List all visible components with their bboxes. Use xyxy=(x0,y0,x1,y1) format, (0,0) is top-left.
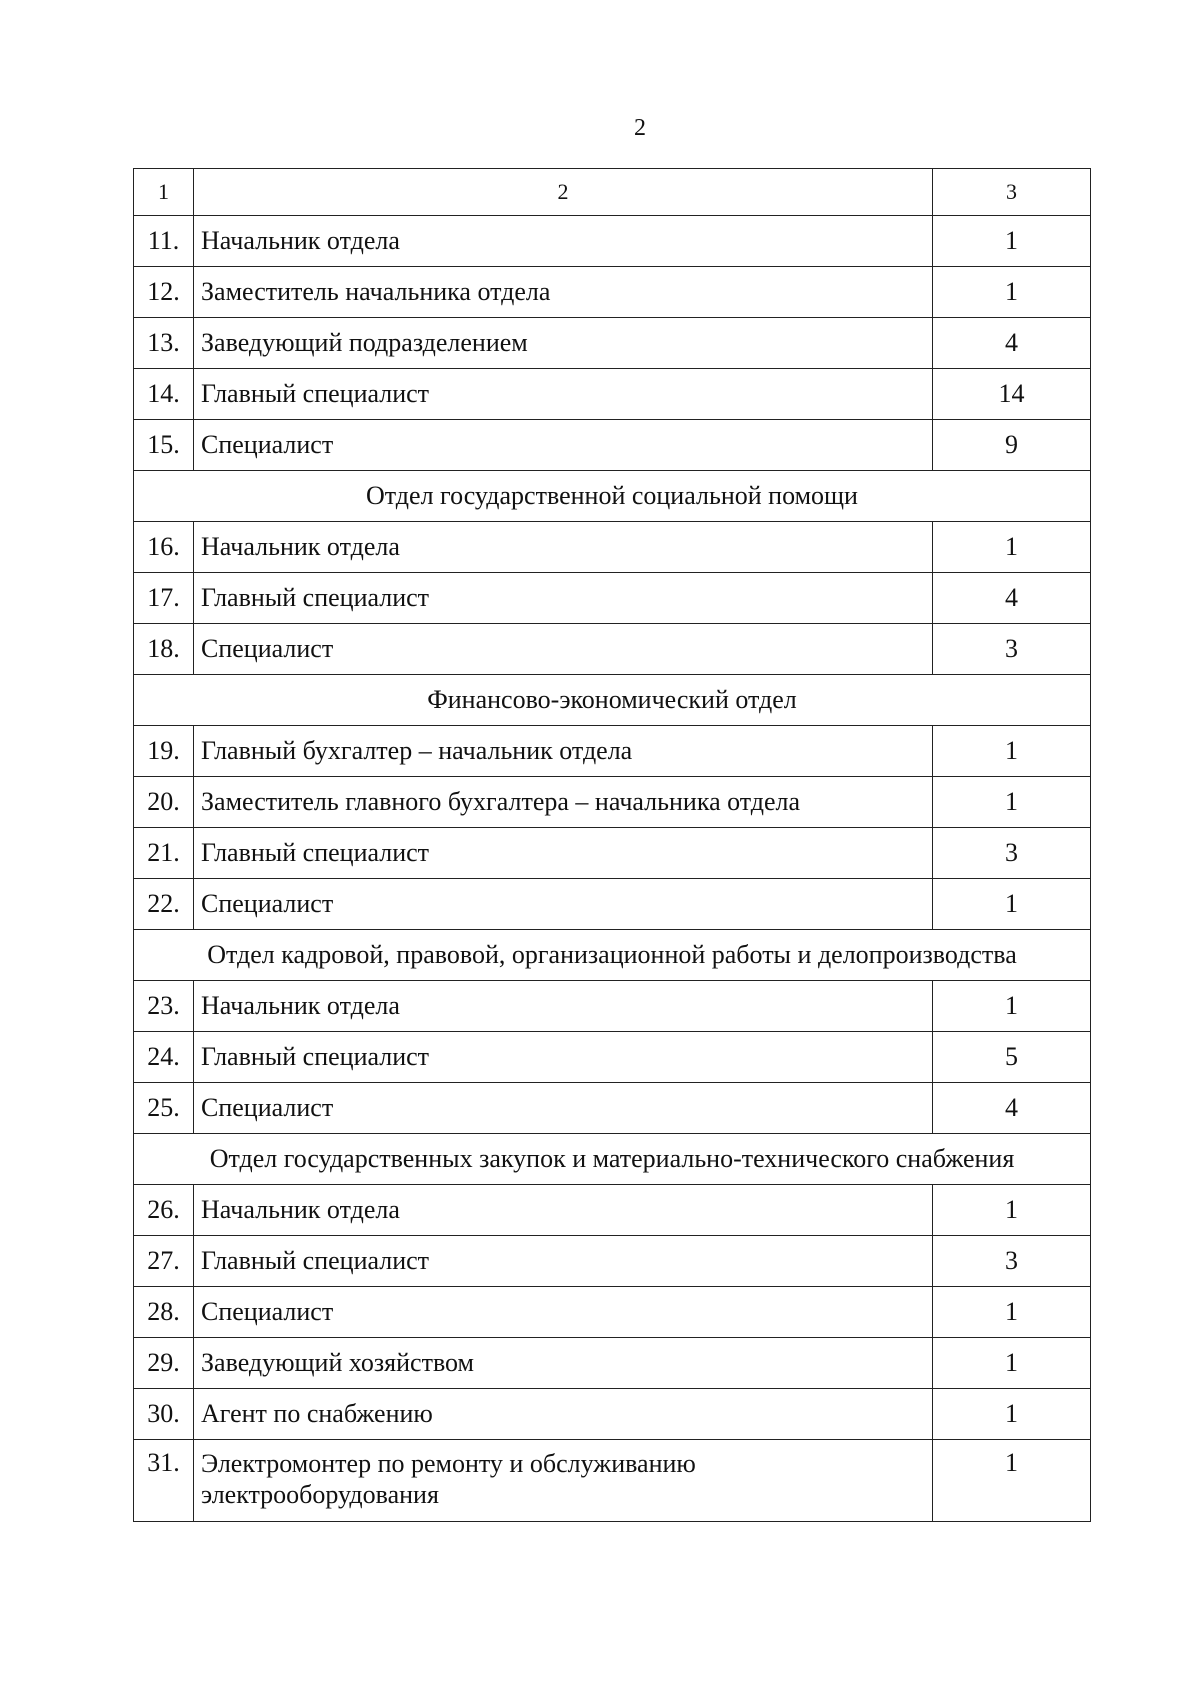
position-name-cell: Заведующий подразделением xyxy=(194,318,933,369)
row-number-cell: 12. xyxy=(134,267,194,318)
row-number-cell: 21. xyxy=(134,828,194,879)
quantity-cell: 1 xyxy=(933,777,1091,828)
table-row xyxy=(134,1338,1091,1389)
row-number-cell: 16. xyxy=(134,522,194,573)
row-number-cell: 17. xyxy=(134,573,194,624)
table-header-row xyxy=(134,169,1091,216)
table-row xyxy=(134,216,1091,267)
position-name-cell: Специалист xyxy=(194,1083,933,1134)
quantity-cell: 1 xyxy=(933,981,1091,1032)
position-name-cell: Специалист xyxy=(194,879,933,930)
table-row xyxy=(134,1083,1091,1134)
quantity-cell: 1 xyxy=(933,1440,1091,1522)
quantity-cell: 3 xyxy=(933,828,1091,879)
section-title: Отдел государственных закупок и материально-технического снабжения xyxy=(134,1134,1091,1185)
header-cell-quantity: 3 xyxy=(933,169,1091,216)
quantity-cell: 1 xyxy=(933,267,1091,318)
quantity-cell: 1 xyxy=(933,1287,1091,1338)
position-name-cell: Главный бухгалтер – начальник отдела xyxy=(194,726,933,777)
position-name-cell: Начальник отдела xyxy=(194,1185,933,1236)
row-number-cell: 29. xyxy=(134,1338,194,1389)
quantity-cell: 1 xyxy=(933,216,1091,267)
row-number-cell: 11. xyxy=(134,216,194,267)
position-name-cell: Главный специалист xyxy=(194,828,933,879)
position-name-cell: Заместитель главного бухгалтера – начальника отдела xyxy=(194,777,933,828)
quantity-cell: 1 xyxy=(933,1185,1091,1236)
position-name-cell: Главный специалист xyxy=(194,1236,933,1287)
position-name-cell: Главный специалист xyxy=(194,369,933,420)
table-row xyxy=(134,573,1091,624)
position-name-cell: Специалист xyxy=(194,420,933,471)
quantity-cell: 4 xyxy=(933,318,1091,369)
table-row xyxy=(134,369,1091,420)
table-row xyxy=(134,1287,1091,1338)
position-name-cell: Главный специалист xyxy=(194,573,933,624)
section-header-row xyxy=(134,471,1091,522)
position-name-cell: Начальник отдела xyxy=(194,216,933,267)
table-row xyxy=(134,1032,1091,1083)
quantity-cell: 1 xyxy=(933,879,1091,930)
section-header-row xyxy=(134,930,1091,981)
row-number-cell: 18. xyxy=(134,624,194,675)
row-number-cell: 14. xyxy=(134,369,194,420)
table-row xyxy=(134,624,1091,675)
row-number-cell: 23. xyxy=(134,981,194,1032)
quantity-cell: 1 xyxy=(933,522,1091,573)
table-row xyxy=(134,828,1091,879)
table-row xyxy=(134,1440,1091,1522)
page-number: 2 xyxy=(634,115,646,141)
position-name-cell: Электромонтер по ремонту и обслуживанию электрооборудования xyxy=(194,1440,933,1522)
row-number-cell: 20. xyxy=(134,777,194,828)
staff-table xyxy=(133,168,1091,1522)
quantity-cell: 1 xyxy=(933,726,1091,777)
table-row xyxy=(134,879,1091,930)
row-number-cell: 13. xyxy=(134,318,194,369)
section-title: Отдел государственной социальной помощи xyxy=(134,471,1091,522)
row-number-cell: 15. xyxy=(134,420,194,471)
row-number-cell: 26. xyxy=(134,1185,194,1236)
position-name-cell: Заместитель начальника отдела xyxy=(194,267,933,318)
table-row xyxy=(134,1389,1091,1440)
row-number-cell: 31. xyxy=(134,1440,194,1522)
row-number-cell: 25. xyxy=(134,1083,194,1134)
position-name-cell: Агент по снабжению xyxy=(194,1389,933,1440)
quantity-cell: 1 xyxy=(933,1389,1091,1440)
position-name-cell: Специалист xyxy=(194,624,933,675)
quantity-cell: 1 xyxy=(933,1338,1091,1389)
section-header-row xyxy=(134,1134,1091,1185)
position-name-cell: Начальник отдела xyxy=(194,981,933,1032)
section-header-row xyxy=(134,675,1091,726)
quantity-cell: 4 xyxy=(933,1083,1091,1134)
row-number-cell: 30. xyxy=(134,1389,194,1440)
position-name-cell: Начальник отдела xyxy=(194,522,933,573)
header-cell-number: 1 xyxy=(134,169,194,216)
position-name-cell: Специалист xyxy=(194,1287,933,1338)
position-name-cell: Заведующий хозяйством xyxy=(194,1338,933,1389)
staff-table-body xyxy=(134,169,1091,1522)
row-number-cell: 28. xyxy=(134,1287,194,1338)
quantity-cell: 3 xyxy=(933,1236,1091,1287)
quantity-cell: 4 xyxy=(933,573,1091,624)
position-name-cell: Главный специалист xyxy=(194,1032,933,1083)
table-row xyxy=(134,1185,1091,1236)
table-row xyxy=(134,726,1091,777)
table-row xyxy=(134,777,1091,828)
header-cell-position: 2 xyxy=(194,169,933,216)
quantity-cell: 9 xyxy=(933,420,1091,471)
table-row xyxy=(134,1236,1091,1287)
table-row xyxy=(134,522,1091,573)
section-title: Финансово-экономический отдел xyxy=(134,675,1091,726)
row-number-cell: 22. xyxy=(134,879,194,930)
row-number-cell: 24. xyxy=(134,1032,194,1083)
quantity-cell: 5 xyxy=(933,1032,1091,1083)
row-number-cell: 19. xyxy=(134,726,194,777)
section-title: Отдел кадровой, правовой, организационной работы и делопроизводства xyxy=(134,930,1091,981)
table-row xyxy=(134,318,1091,369)
table-row xyxy=(134,267,1091,318)
table-row xyxy=(134,420,1091,471)
table-row xyxy=(134,981,1091,1032)
quantity-cell: 3 xyxy=(933,624,1091,675)
row-number-cell: 27. xyxy=(134,1236,194,1287)
quantity-cell: 14 xyxy=(933,369,1091,420)
